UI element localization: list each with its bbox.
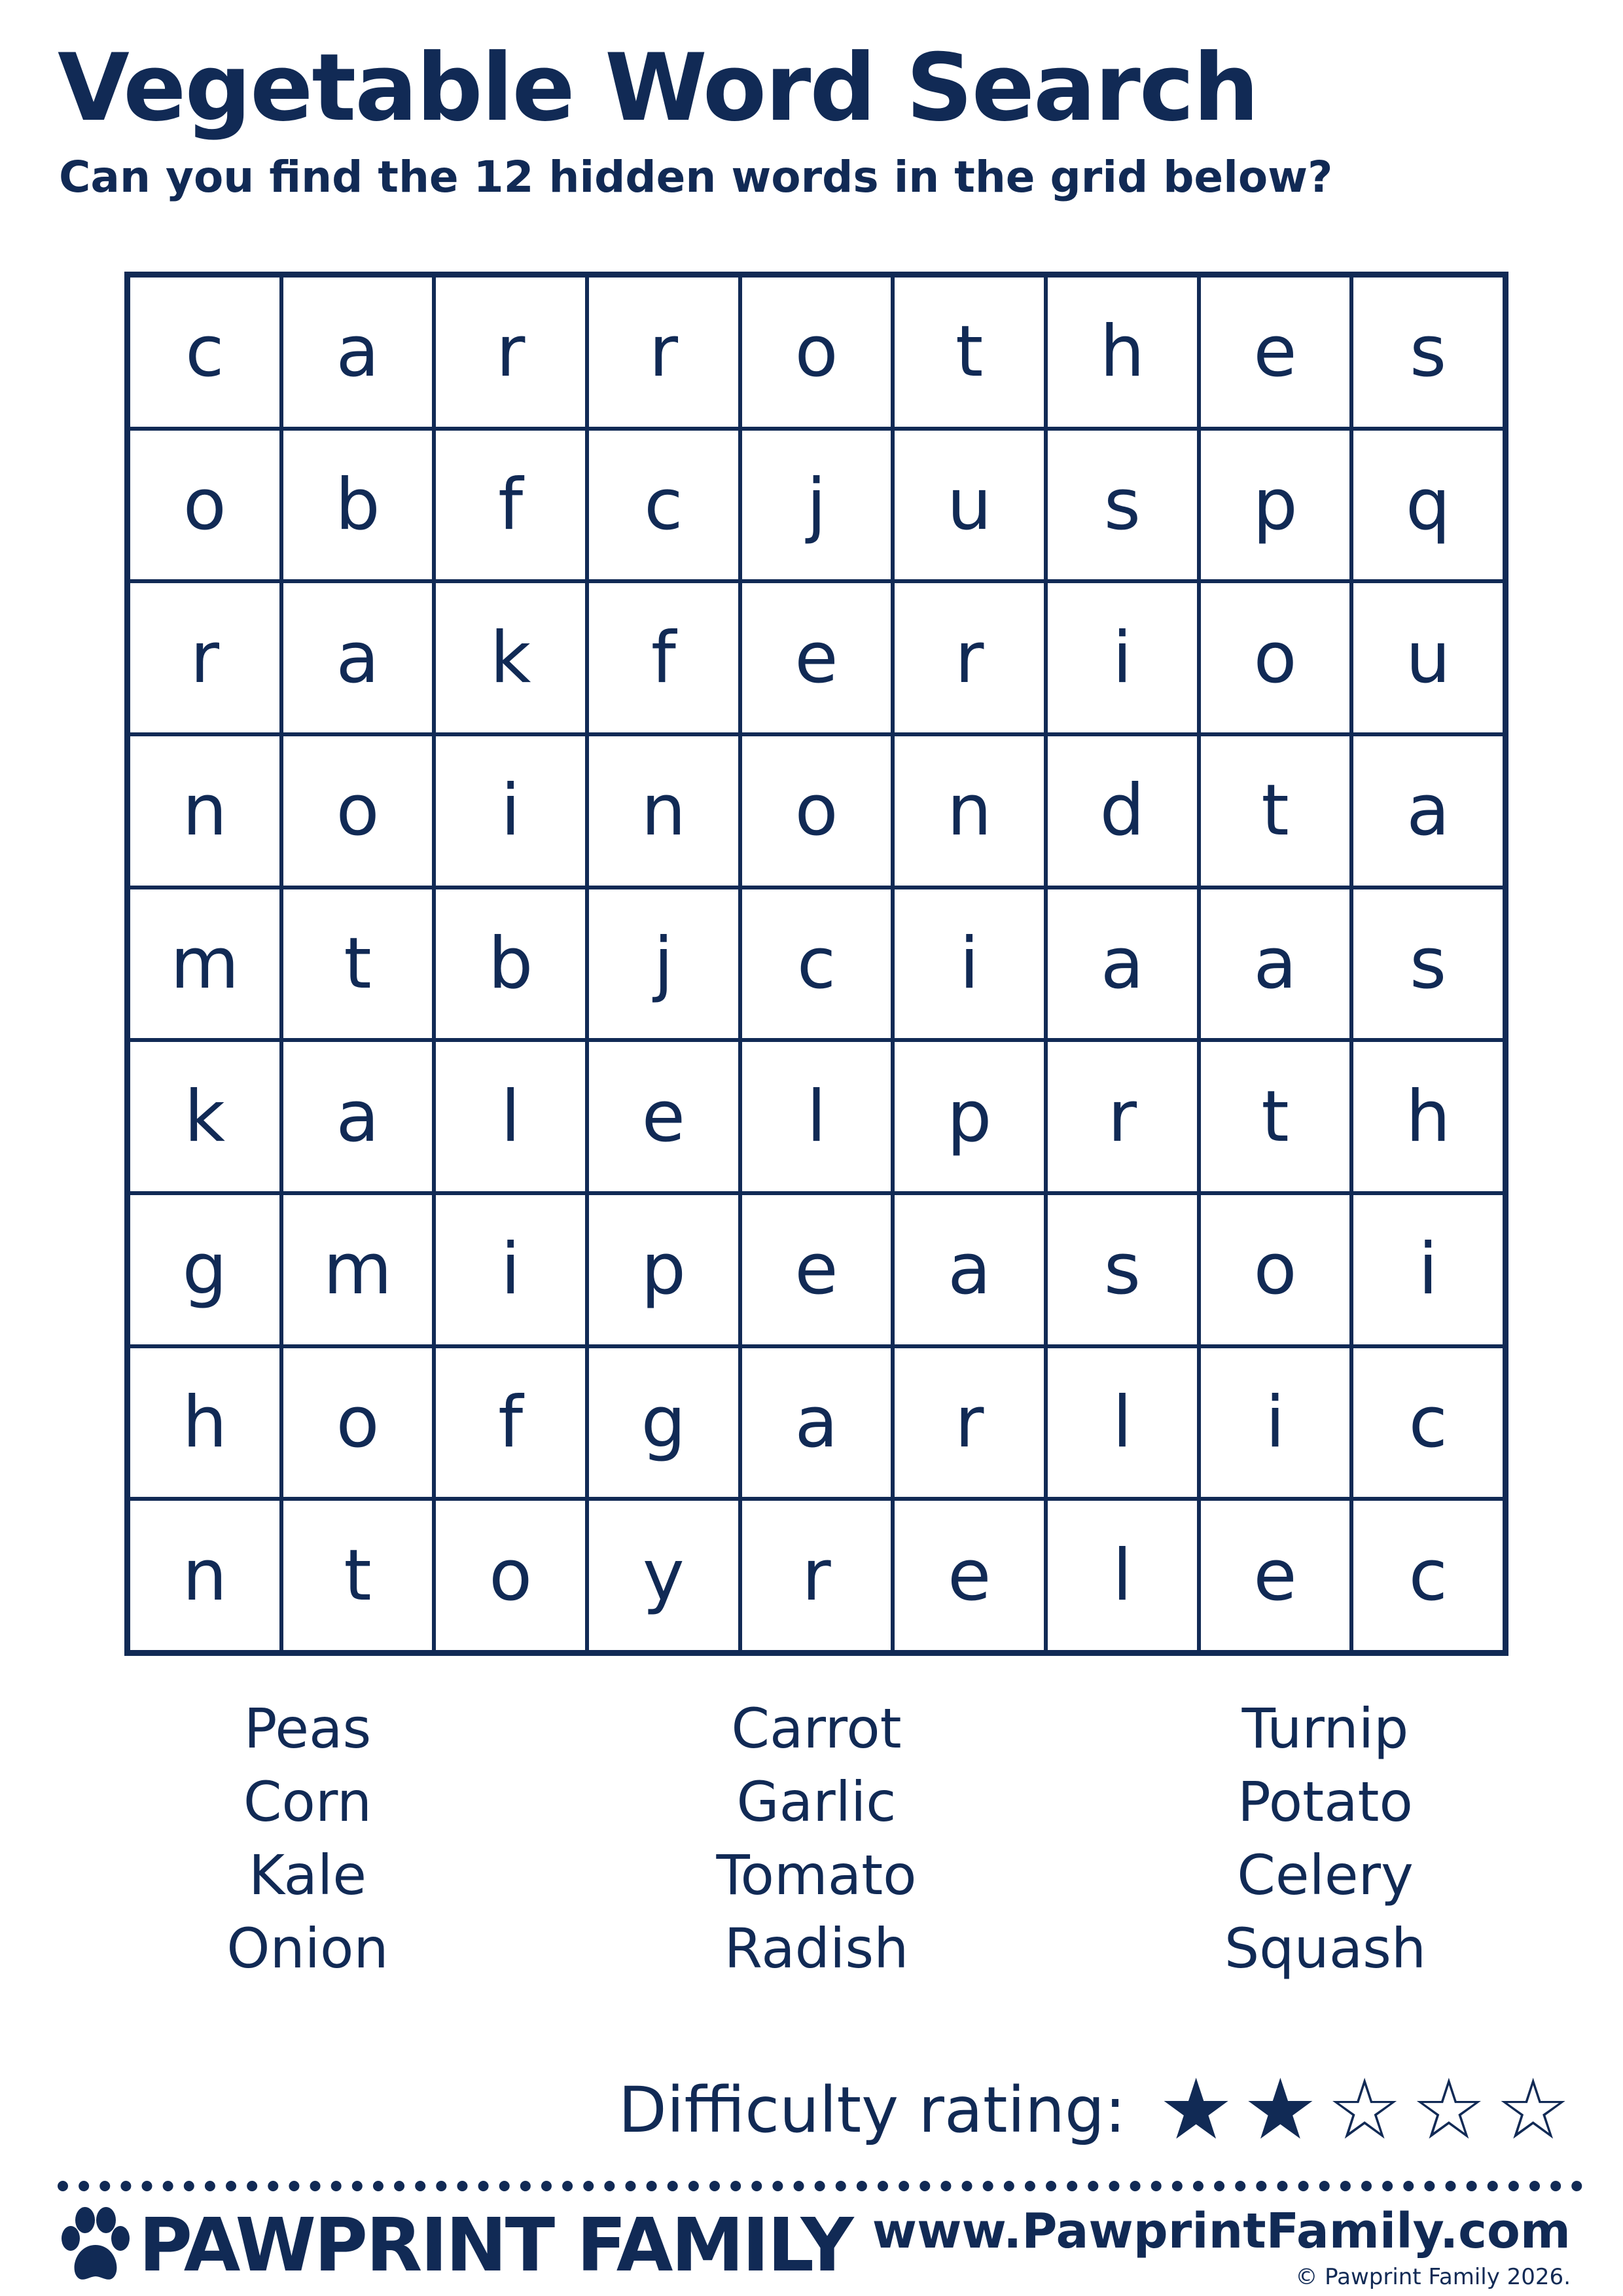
grid-cell[interactable]: t bbox=[893, 276, 1046, 429]
grid-cell[interactable]: a bbox=[1046, 888, 1199, 1041]
grid-cell[interactable]: e bbox=[587, 1040, 740, 1193]
grid-cell[interactable]: p bbox=[587, 1193, 740, 1346]
grid-cell[interactable]: g bbox=[128, 1193, 281, 1346]
grid-cell[interactable]: e bbox=[893, 1499, 1046, 1652]
filled-star-icon: ★ bbox=[1158, 2061, 1234, 2159]
copyright-text: © Pawprint Family 2026. bbox=[1295, 2264, 1571, 2290]
grid-cell[interactable]: c bbox=[1351, 1499, 1505, 1652]
grid-cell[interactable]: a bbox=[281, 1040, 435, 1193]
grid-cell[interactable]: s bbox=[1046, 429, 1199, 582]
grid-cell[interactable]: i bbox=[1046, 581, 1199, 734]
word-list-item: Garlic bbox=[736, 1770, 897, 1834]
website-link[interactable]: www.PawprintFamily.com bbox=[872, 2203, 1571, 2259]
grid-cell[interactable]: b bbox=[281, 429, 435, 582]
grid-cell[interactable]: h bbox=[1046, 276, 1199, 429]
grid-cell[interactable]: l bbox=[740, 1040, 893, 1193]
grid-cell[interactable]: j bbox=[740, 429, 893, 582]
grid-cell[interactable]: o bbox=[434, 1499, 587, 1652]
grid-cell[interactable]: o bbox=[128, 429, 281, 582]
grid-cell[interactable]: u bbox=[893, 429, 1046, 582]
word-list-item: Corn bbox=[243, 1770, 372, 1834]
grid-cell[interactable]: i bbox=[893, 888, 1046, 1041]
word-list bbox=[124, 1692, 1508, 1985]
grid-cell[interactable]: t bbox=[281, 888, 435, 1041]
grid-cell[interactable]: r bbox=[1046, 1040, 1199, 1193]
word-list-item: Kale bbox=[248, 1843, 367, 1907]
grid-cell[interactable]: q bbox=[1351, 429, 1505, 582]
grid-cell[interactable]: t bbox=[281, 1499, 435, 1652]
grid-cell[interactable]: b bbox=[434, 888, 587, 1041]
grid-cell[interactable]: o bbox=[740, 734, 893, 888]
grid-cell[interactable]: e bbox=[1199, 1499, 1352, 1652]
grid-cell[interactable]: a bbox=[281, 276, 435, 429]
grid-cell[interactable]: c bbox=[587, 429, 740, 582]
grid-cell[interactable]: t bbox=[1199, 734, 1352, 888]
word-list-item: Onion bbox=[226, 1916, 389, 1981]
word-list-item: Squash bbox=[1224, 1916, 1427, 1981]
word-list-column bbox=[1142, 1692, 1508, 1985]
grid-cell[interactable]: p bbox=[893, 1040, 1046, 1193]
empty-star-icon: ☆ bbox=[1411, 2061, 1487, 2159]
grid-cell[interactable]: r bbox=[128, 581, 281, 734]
word-list-item: Celery bbox=[1237, 1843, 1414, 1907]
grid-cell[interactable]: a bbox=[1199, 888, 1352, 1041]
word-list-item: Tomato bbox=[716, 1843, 917, 1907]
word-list-item: Radish bbox=[724, 1916, 909, 1981]
page-subtitle: Can you find the 12 hidden words in the grid below? bbox=[59, 152, 1333, 202]
brand-logo bbox=[59, 2203, 852, 2288]
grid-cell[interactable]: o bbox=[740, 276, 893, 429]
grid-cell[interactable]: m bbox=[128, 888, 281, 1041]
difficulty-label: Difficulty rating: bbox=[618, 2073, 1126, 2147]
grid-cell[interactable]: n bbox=[128, 1499, 281, 1652]
grid-cell[interactable]: t bbox=[1199, 1040, 1352, 1193]
grid-cell[interactable]: d bbox=[1046, 734, 1199, 888]
empty-star-icon: ☆ bbox=[1495, 2061, 1571, 2159]
page-title: Vegetable Word Search bbox=[58, 34, 1258, 142]
grid-cell[interactable]: a bbox=[281, 581, 435, 734]
grid-cell[interactable]: r bbox=[893, 1346, 1046, 1499]
word-list-item: Turnip bbox=[1241, 1696, 1409, 1761]
word-list-item: Peas bbox=[243, 1696, 372, 1761]
grid-cell[interactable]: r bbox=[434, 276, 587, 429]
grid-cell[interactable]: c bbox=[1351, 1346, 1505, 1499]
grid-cell[interactable]: n bbox=[128, 734, 281, 888]
grid-cell[interactable]: s bbox=[1351, 276, 1505, 429]
grid-cell[interactable]: k bbox=[128, 1040, 281, 1193]
grid-cell[interactable]: y bbox=[587, 1499, 740, 1652]
grid-cell[interactable]: r bbox=[587, 276, 740, 429]
grid-cell[interactable]: c bbox=[128, 276, 281, 429]
grid-cell[interactable]: n bbox=[587, 734, 740, 888]
word-list-column bbox=[124, 1692, 491, 1985]
grid-cell[interactable]: p bbox=[1199, 429, 1352, 582]
grid-cell[interactable]: l bbox=[434, 1040, 587, 1193]
grid-cell[interactable]: i bbox=[1351, 1193, 1505, 1346]
grid-cell[interactable]: l bbox=[1046, 1346, 1199, 1499]
word-list-column bbox=[633, 1692, 1000, 1985]
grid-cell[interactable]: e bbox=[740, 1193, 893, 1346]
grid-cell[interactable]: o bbox=[1199, 581, 1352, 734]
grid-cell[interactable]: o bbox=[1199, 1193, 1352, 1346]
grid-cell[interactable]: a bbox=[740, 1346, 893, 1499]
grid-cell[interactable]: e bbox=[1199, 276, 1352, 429]
grid-cell[interactable]: o bbox=[281, 1346, 435, 1499]
filled-star-icon: ★ bbox=[1243, 2061, 1318, 2159]
empty-star-icon: ☆ bbox=[1327, 2061, 1402, 2159]
grid-cell[interactable]: i bbox=[1199, 1346, 1352, 1499]
grid-cell[interactable]: j bbox=[587, 888, 740, 1041]
grid-cell[interactable]: k bbox=[434, 581, 587, 734]
brand-name: PAWPRINT FAMILY bbox=[139, 2203, 852, 2288]
grid-cell[interactable]: s bbox=[1046, 1193, 1199, 1346]
grid-cell[interactable]: r bbox=[740, 1499, 893, 1652]
grid-cell[interactable]: h bbox=[1351, 1040, 1505, 1193]
grid-cell[interactable]: s bbox=[1351, 888, 1505, 1041]
dotted-divider bbox=[58, 2181, 1582, 2191]
grid-cell[interactable]: c bbox=[740, 888, 893, 1041]
grid-cell[interactable]: n bbox=[893, 734, 1046, 888]
paw-print-icon bbox=[59, 2207, 131, 2284]
grid-cell[interactable]: a bbox=[1351, 734, 1505, 888]
grid-cell[interactable]: l bbox=[1046, 1499, 1199, 1652]
word-list-item: Potato bbox=[1238, 1770, 1413, 1834]
grid-cell[interactable]: m bbox=[281, 1193, 435, 1346]
grid-cell[interactable]: h bbox=[128, 1346, 281, 1499]
grid-cell[interactable]: u bbox=[1351, 581, 1505, 734]
grid-cell[interactable]: f bbox=[434, 1346, 587, 1499]
grid-cell[interactable]: i bbox=[434, 734, 587, 888]
grid-cell[interactable]: r bbox=[893, 581, 1046, 734]
grid-cell[interactable]: f bbox=[434, 429, 587, 582]
word-list-item: Carrot bbox=[731, 1696, 902, 1761]
grid-cell[interactable]: e bbox=[740, 581, 893, 734]
star-rating bbox=[1149, 2061, 1571, 2159]
grid-cell[interactable]: g bbox=[587, 1346, 740, 1499]
grid-cell[interactable]: o bbox=[281, 734, 435, 888]
word-search-grid bbox=[124, 272, 1508, 1656]
difficulty-rating bbox=[618, 2061, 1571, 2159]
grid-cell[interactable]: i bbox=[434, 1193, 587, 1346]
grid-cell[interactable]: a bbox=[893, 1193, 1046, 1346]
grid-cell[interactable]: f bbox=[587, 581, 740, 734]
